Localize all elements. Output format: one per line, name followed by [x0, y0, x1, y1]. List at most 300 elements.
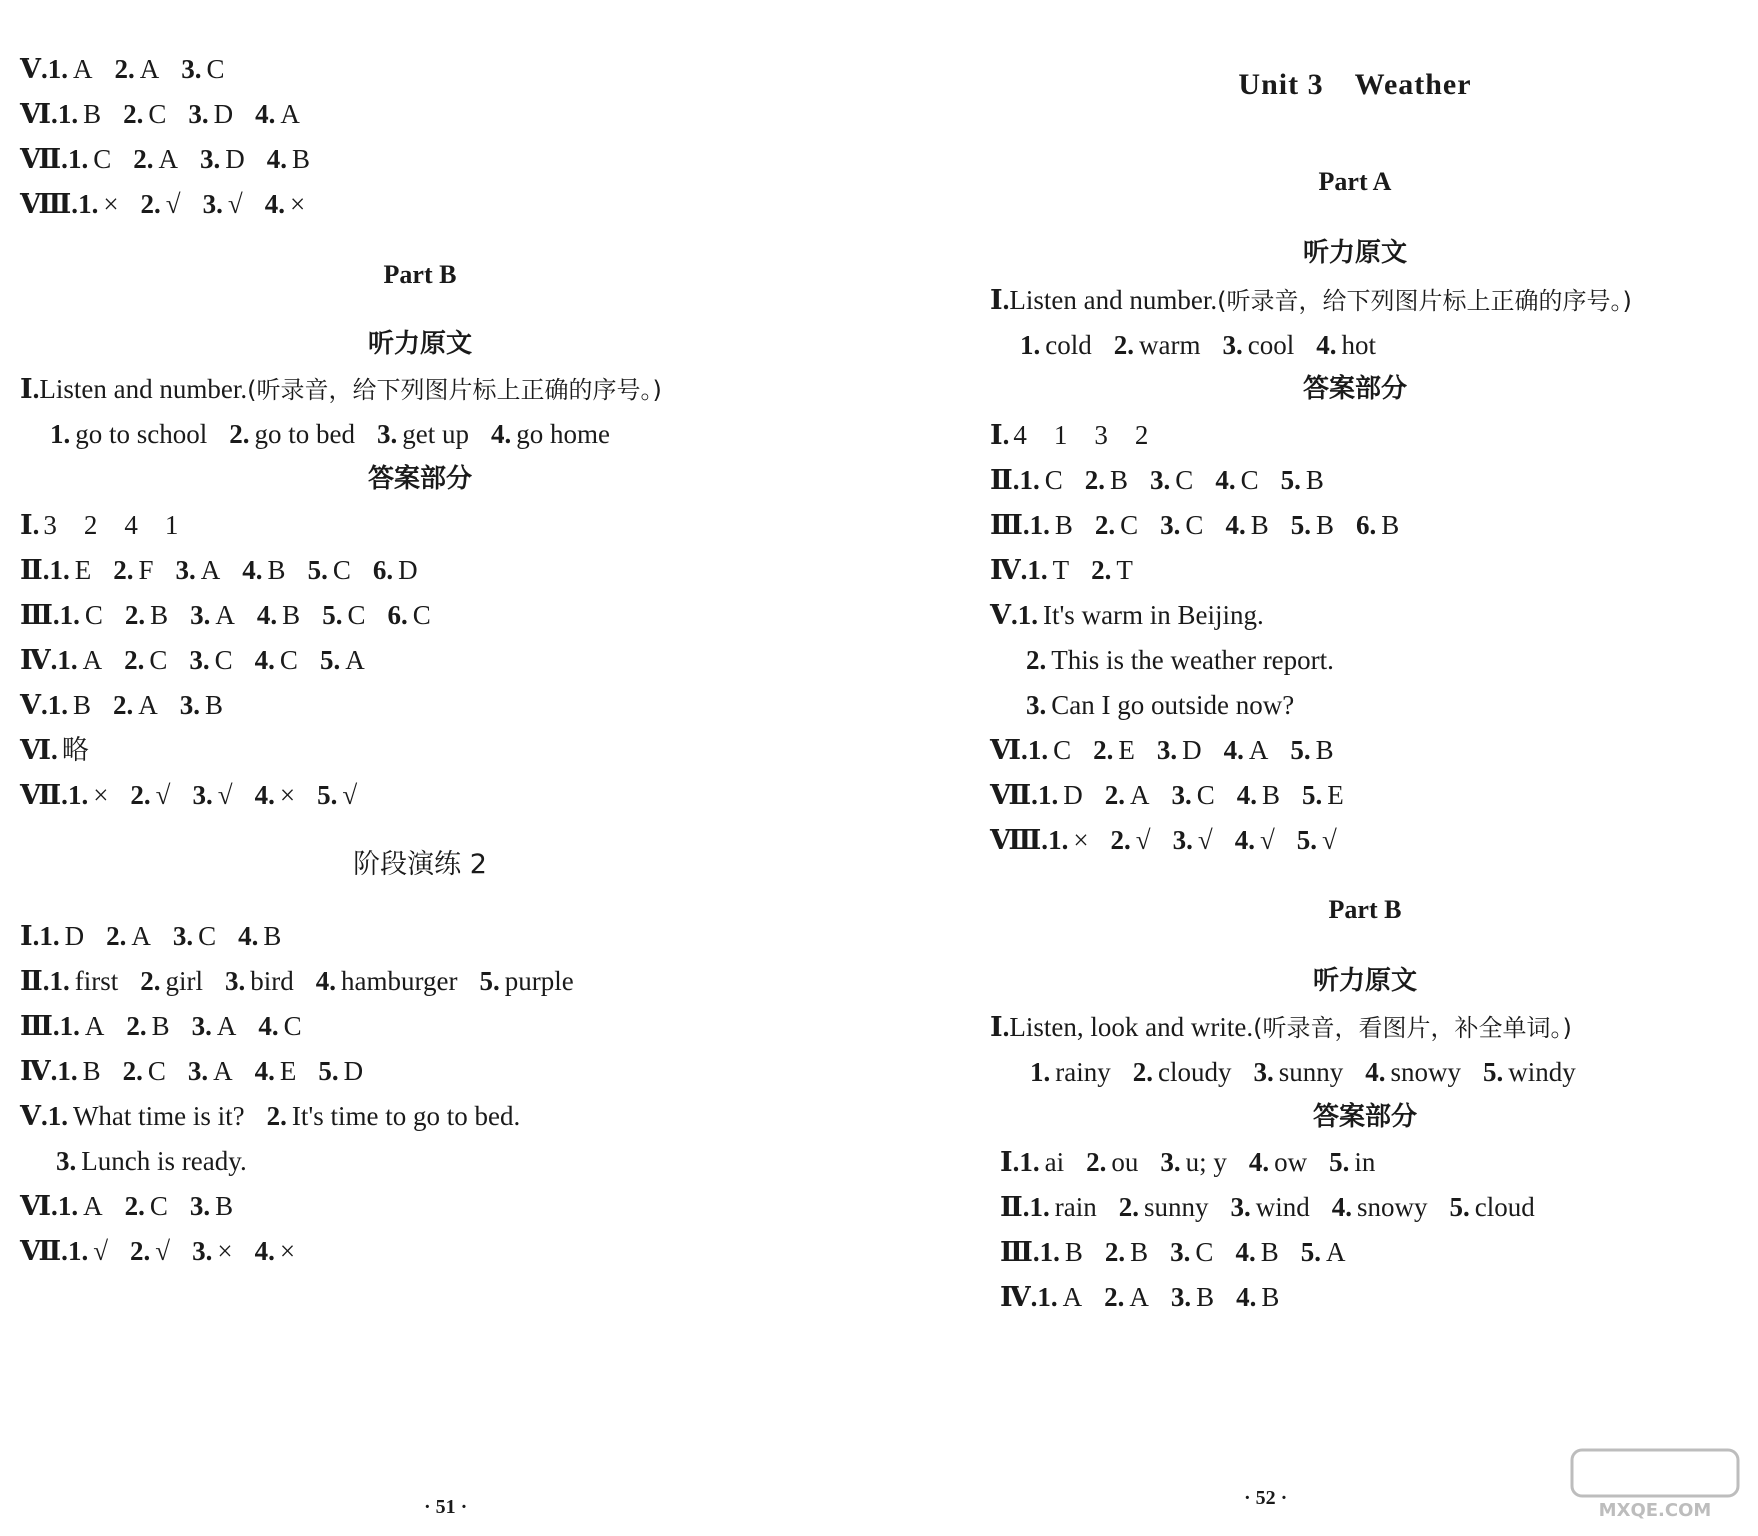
item-number: 4.	[1235, 1237, 1256, 1267]
item-number: 1.	[67, 144, 89, 174]
item-number: 4.	[255, 99, 276, 129]
item-number: 3.	[377, 419, 398, 449]
roman-numeral: Ⅰ.	[20, 510, 40, 540]
listening-item	[1483, 1055, 1576, 1089]
answer-item	[1231, 1190, 1310, 1224]
answer-line	[990, 463, 1346, 497]
item-value: A	[280, 99, 300, 129]
item-value: cloud	[1474, 1192, 1535, 1222]
item-value: hamburger	[341, 966, 458, 996]
answer-line	[20, 52, 246, 86]
item-number: 3.	[187, 1056, 209, 1086]
answer-item	[1111, 823, 1151, 857]
item-number: 2.	[1026, 645, 1047, 675]
item-number: 3.	[189, 1191, 211, 1221]
roman-numeral: Ⅵ.	[20, 1191, 58, 1221]
answer-line	[20, 919, 303, 953]
answer-item	[123, 97, 166, 131]
item-value: E	[1118, 735, 1135, 765]
answer-item	[267, 142, 310, 176]
answer-item	[58, 97, 101, 131]
item-value: B	[150, 600, 169, 630]
item-number: 3.	[1160, 1147, 1181, 1177]
item-number: 2.	[1104, 1237, 1126, 1267]
item-number: 2.	[112, 690, 134, 720]
watermark-text: MXQE.COM	[1598, 1500, 1712, 1521]
item-number: 4.	[1236, 780, 1257, 810]
item-number: 5.	[479, 966, 500, 996]
item-value: C	[214, 645, 233, 675]
item-value: √	[1322, 825, 1337, 855]
item-number: 4.	[254, 780, 275, 810]
answer-item	[1095, 508, 1138, 542]
answer-line	[990, 508, 1421, 542]
answer-item	[1018, 598, 1264, 632]
answer-item	[1224, 733, 1269, 767]
item-value: F	[138, 555, 154, 585]
item-value: A	[1129, 780, 1150, 810]
answer-item	[133, 142, 178, 176]
answer-item	[56, 1144, 247, 1178]
item-number: 1.	[57, 99, 79, 129]
listening-items	[1020, 328, 1398, 362]
item-value: √	[155, 780, 171, 810]
item-number: 3.	[225, 966, 246, 996]
answer-line	[20, 142, 332, 176]
listening-item	[1253, 1055, 1343, 1089]
item-value: C	[412, 600, 431, 630]
item-value: Lunch is ready.	[81, 1146, 247, 1176]
answer-item	[173, 919, 216, 953]
item-value: B	[72, 690, 91, 720]
item-value: D	[225, 144, 245, 174]
item-number: 2.	[1132, 1057, 1153, 1087]
item-value: purple	[504, 966, 574, 996]
answer-item	[1157, 733, 1202, 767]
roman-numeral: Ⅰ.	[990, 1012, 1010, 1042]
item-value: A	[84, 1011, 105, 1041]
item-value: B	[1261, 780, 1280, 810]
answer-item	[50, 553, 92, 587]
answer-item	[1235, 1235, 1278, 1269]
answer-item	[60, 598, 103, 632]
roman-numeral: Ⅱ.	[990, 465, 1020, 495]
item-number: 2.	[1091, 555, 1112, 585]
item-value: C	[1195, 1237, 1214, 1267]
item-number: 3.	[1172, 825, 1193, 855]
item-number: 2.	[124, 600, 146, 630]
item-value: girl	[165, 966, 204, 996]
item-number: 5.	[1301, 780, 1323, 810]
item-number: 4.	[315, 966, 337, 996]
item-number: 4.	[1236, 1282, 1257, 1312]
item-number: 4.	[1223, 735, 1244, 765]
answer-item	[1040, 1235, 1083, 1269]
part-b-heading: Part B	[1328, 895, 1402, 924]
answer-text: 4 1 3 2	[1013, 420, 1149, 450]
answer-line	[20, 1009, 324, 1043]
answer-item	[176, 553, 221, 587]
roman-numeral: Ⅳ.	[990, 555, 1028, 585]
item-value: C	[206, 54, 225, 84]
answer-item	[188, 97, 233, 131]
item-value: D	[398, 555, 418, 585]
listening-item	[1114, 328, 1201, 362]
answer-item	[479, 964, 573, 998]
roman-numeral: Ⅱ.	[1000, 1192, 1030, 1222]
listening-items	[1030, 1055, 1598, 1089]
item-number: 3.	[1026, 690, 1047, 720]
answer-item	[1450, 1190, 1535, 1224]
item-number: 3.	[190, 600, 211, 630]
answer-item	[238, 919, 281, 953]
roman-numeral: Ⅲ.	[1000, 1237, 1040, 1267]
answer-item	[39, 919, 84, 953]
item-value: in	[1354, 1147, 1376, 1177]
item-number: 2.	[124, 1191, 145, 1221]
answer-line	[20, 1234, 317, 1268]
item-number: 3.	[1156, 735, 1178, 765]
item-number: 3.	[202, 189, 223, 219]
item-value: B	[282, 600, 301, 630]
instruction-en: Listen, look and write.	[1009, 1012, 1254, 1042]
item-number: 2.	[130, 780, 151, 810]
item-value: A	[213, 1056, 233, 1086]
item-number: 1.	[1017, 600, 1038, 630]
answer-line	[20, 187, 327, 221]
roman-numeral: Ⅴ.	[20, 1101, 48, 1131]
answer-item	[180, 688, 223, 722]
item-number: 2.	[1094, 510, 1116, 540]
item-number: 1.	[57, 1056, 78, 1086]
answer-item	[1160, 508, 1203, 542]
item-number: 1.	[1039, 1237, 1060, 1267]
answer-item	[1356, 508, 1399, 542]
item-number: 5.	[1290, 735, 1311, 765]
item-number: 4.	[266, 144, 287, 174]
item-value: B	[1064, 1237, 1083, 1267]
item-value: √	[342, 780, 358, 810]
item-value: B	[1315, 510, 1334, 540]
item-value: first	[74, 966, 119, 996]
item-number: 1.	[57, 645, 78, 675]
item-value: go to bed	[254, 419, 355, 449]
item-value: C	[198, 921, 217, 951]
answer-item	[1105, 1235, 1148, 1269]
listening-items	[50, 417, 632, 451]
answer-item	[60, 1009, 105, 1043]
answer-line	[990, 418, 1148, 452]
answer-item	[1038, 778, 1083, 812]
answer-item	[257, 598, 300, 632]
item-value: E	[1327, 780, 1344, 810]
answer-item	[125, 1189, 168, 1223]
item-number: 1.	[67, 1236, 89, 1266]
item-number: 1.	[1029, 1192, 1050, 1222]
roman-numeral: Ⅰ.	[990, 420, 1010, 450]
item-number: 5.	[1280, 465, 1301, 495]
answer-item	[258, 1009, 301, 1043]
listening-heading: 听力原文	[1302, 238, 1407, 268]
item-value: C	[84, 600, 103, 630]
listening-item	[1316, 328, 1376, 362]
answer-item	[1026, 643, 1334, 677]
answer-item	[1297, 823, 1337, 857]
answer-item	[1225, 508, 1268, 542]
answer-item	[1170, 1235, 1213, 1269]
item-value: C	[1044, 465, 1063, 495]
answer-line	[1026, 643, 1356, 677]
item-number: 5.	[318, 1056, 339, 1086]
answer-line	[1000, 1235, 1367, 1269]
item-number: 4.	[1365, 1057, 1386, 1087]
answer-line	[990, 733, 1356, 767]
item-number: 3.	[191, 1011, 212, 1041]
item-value: D	[1063, 780, 1083, 810]
item-number: 1.	[47, 690, 68, 720]
item-number: 4.	[238, 921, 259, 951]
item-value: C	[1196, 780, 1215, 810]
item-value: D	[1182, 735, 1202, 765]
item-value: A	[1129, 1282, 1149, 1312]
item-value: C	[1175, 465, 1194, 495]
item-value: B	[1261, 1282, 1280, 1312]
item-number: 4.	[1248, 1147, 1270, 1177]
item-value: This is the weather report.	[1051, 645, 1334, 675]
answer-item	[68, 778, 108, 812]
answer-item	[1215, 463, 1258, 497]
listening-instruction	[990, 1010, 1572, 1045]
answer-line	[990, 778, 1366, 812]
roman-numeral: Ⅱ.	[20, 555, 50, 585]
answer-item	[192, 1234, 232, 1268]
item-value: B	[1260, 1237, 1279, 1267]
answer-line	[20, 733, 89, 767]
item-value: snowy	[1390, 1057, 1462, 1087]
answer-item	[57, 643, 102, 677]
answer-item	[1019, 1145, 1064, 1179]
answer-item	[1160, 1145, 1227, 1179]
item-value: B	[1305, 465, 1324, 495]
answer-text: 略	[61, 735, 89, 765]
roman-numeral: Ⅶ.	[20, 780, 68, 810]
item-number: 3.	[1170, 1237, 1191, 1267]
item-value: A	[345, 645, 365, 675]
answer-line	[56, 1144, 269, 1178]
item-value: B	[263, 921, 282, 951]
answer-line	[1000, 1190, 1557, 1224]
answer-item	[316, 964, 458, 998]
item-number: 3.	[56, 1146, 77, 1176]
answer-line	[990, 823, 1359, 857]
roman-numeral: Ⅷ.	[990, 825, 1049, 855]
unit-title: Unit 3 Weather	[1238, 68, 1472, 101]
item-value: snowy	[1357, 1192, 1428, 1222]
listening-item	[377, 417, 469, 451]
item-value: get up	[402, 419, 469, 449]
item-value: √	[155, 1236, 171, 1266]
item-value: It's time to go to bed.	[291, 1101, 521, 1131]
item-value: √	[227, 189, 243, 219]
roman-numeral: Ⅲ.	[20, 1011, 60, 1041]
answer-item	[1093, 733, 1135, 767]
answer-item	[189, 643, 232, 677]
answer-item	[140, 964, 203, 998]
answer-item	[1171, 778, 1214, 812]
roman-numeral: Ⅶ.	[990, 780, 1038, 810]
listening-item	[229, 417, 355, 451]
answer-item	[1086, 1145, 1138, 1179]
instruction-en: Listen and number.	[1009, 285, 1218, 315]
answer-line	[990, 598, 1286, 632]
item-number: 3.	[1150, 465, 1171, 495]
answer-item	[1119, 1190, 1209, 1224]
item-value: B	[215, 1191, 234, 1221]
answer-item	[57, 1054, 100, 1088]
item-value: B	[204, 690, 223, 720]
item-value: B	[1110, 465, 1129, 495]
item-value: B	[1315, 735, 1334, 765]
answer-item	[317, 778, 357, 812]
answer-line	[990, 553, 1155, 587]
answer-item	[48, 52, 93, 86]
item-number: 1.	[78, 189, 99, 219]
answer-item	[322, 598, 365, 632]
item-value: A	[1248, 735, 1269, 765]
item-number: 5.	[1290, 510, 1311, 540]
roman-numeral: Ⅱ.	[20, 966, 50, 996]
item-value: C	[1120, 510, 1139, 540]
item-value: A	[72, 54, 93, 84]
listening-item	[1020, 328, 1092, 362]
answer-item	[1281, 463, 1324, 497]
answer-item	[78, 187, 118, 221]
item-number: 4.	[258, 1011, 279, 1041]
item-number: 1.	[1020, 330, 1041, 360]
answer-item	[1085, 463, 1128, 497]
item-value: C	[149, 645, 168, 675]
item-value: go home	[516, 419, 610, 449]
item-value: T	[1052, 555, 1070, 585]
item-number: 1.	[57, 1191, 79, 1221]
answer-item	[190, 1189, 233, 1223]
item-number: 6.	[372, 555, 394, 585]
item-value: A	[1062, 1282, 1083, 1312]
answer-item	[50, 964, 119, 998]
item-value: C	[148, 99, 167, 129]
item-number: 5.	[307, 555, 328, 585]
answer-line	[20, 508, 178, 542]
listening-item	[1133, 1055, 1232, 1089]
item-value: C	[93, 144, 112, 174]
item-value: C	[1053, 735, 1072, 765]
item-number: 1.	[1027, 555, 1048, 585]
item-value: B	[1196, 1282, 1215, 1312]
item-number: 4.	[254, 645, 275, 675]
item-number: 1.	[1027, 735, 1049, 765]
answer-item	[190, 598, 235, 632]
answer-item	[1290, 733, 1333, 767]
item-number: 1.	[49, 555, 70, 585]
answer-line	[20, 1189, 255, 1223]
item-number: 4.	[254, 1056, 275, 1086]
item-number: 3.	[175, 555, 196, 585]
item-value: A	[215, 600, 235, 630]
item-value: C	[147, 1056, 166, 1086]
stage-heading: 阶段演练 2	[353, 849, 487, 880]
roman-numeral: Ⅴ.	[20, 54, 48, 84]
item-value: B	[291, 144, 310, 174]
answer-text: 3 2 4 1	[43, 510, 179, 540]
item-number: 1.	[59, 600, 80, 630]
answer-item	[192, 1009, 237, 1043]
item-value: A	[138, 690, 158, 720]
item-value: A	[1325, 1237, 1346, 1267]
item-number: 2.	[122, 1056, 143, 1086]
item-value: ×	[279, 780, 296, 810]
roman-numeral: Ⅵ.	[20, 99, 58, 129]
item-value: A	[200, 555, 221, 585]
page-number-left: · 51 ·	[424, 1496, 468, 1518]
item-value: cloudy	[1157, 1057, 1232, 1087]
item-value: D	[213, 99, 234, 129]
item-value: A	[139, 54, 160, 84]
answer-item	[225, 964, 294, 998]
item-value: B	[83, 99, 102, 129]
answer-item	[113, 553, 153, 587]
answer-line	[20, 97, 322, 131]
item-value: C	[283, 1011, 302, 1041]
answer-item	[387, 598, 430, 632]
answer-line	[20, 778, 379, 812]
listening-heading: 听力原文	[1312, 966, 1417, 996]
roman-numeral: Ⅰ.	[1000, 1147, 1020, 1177]
item-number: 4.	[1225, 510, 1246, 540]
roman-numeral: Ⅳ.	[1000, 1282, 1038, 1312]
answer-item	[1104, 1280, 1149, 1314]
item-number: 1.	[47, 54, 68, 84]
item-value: A	[158, 144, 178, 174]
roman-numeral: Ⅶ.	[20, 144, 68, 174]
item-number: 1.	[1030, 1057, 1051, 1087]
answer-item	[1329, 1145, 1375, 1179]
item-number: 1.	[39, 921, 60, 951]
instruction-cn: (听录音，给下列图片标上正确的序号。)	[247, 376, 662, 404]
answer-item	[1236, 1280, 1279, 1314]
item-value: ×	[1073, 825, 1089, 855]
item-number: 3.	[1230, 1192, 1251, 1222]
roman-numeral: Ⅳ.	[20, 645, 58, 675]
answer-item	[58, 1189, 103, 1223]
item-value: A	[83, 1191, 103, 1221]
item-value: It's warm in Beijing.	[1042, 600, 1264, 630]
item-value: cold	[1045, 330, 1092, 360]
answer-item	[1249, 1145, 1307, 1179]
item-value: C	[1185, 510, 1204, 540]
answers-heading: 答案部分	[1312, 1102, 1417, 1132]
item-number: 3.	[1160, 510, 1181, 540]
item-value: C	[149, 1191, 168, 1221]
item-number: 6.	[1355, 510, 1377, 540]
instruction-cn: (听录音，看图片，补全单词。)	[1253, 1014, 1572, 1042]
answer-item	[130, 778, 170, 812]
answer-item	[193, 778, 233, 812]
item-value: C	[279, 645, 298, 675]
answer-item	[130, 1234, 170, 1268]
answer-line	[1026, 688, 1316, 722]
item-number: 4.	[1331, 1192, 1353, 1222]
item-number: 4.	[1316, 330, 1337, 360]
